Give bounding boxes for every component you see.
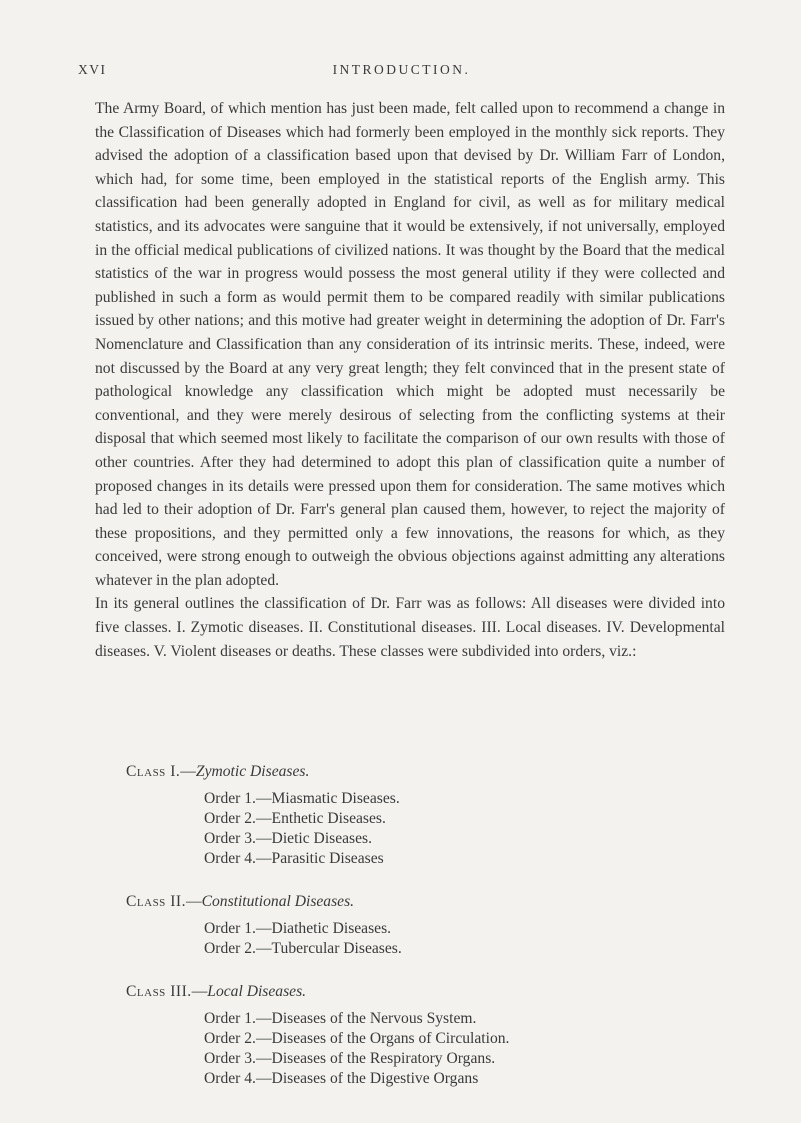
order-item: Order 2.—Diseases of the Organs of Circulation. [204, 1030, 510, 1047]
class-dash: — [191, 983, 208, 1000]
class-heading [126, 891, 726, 913]
order-item: Order 3.—Diseases of the Respiratory Organs. [204, 1050, 496, 1067]
class-block-1 [126, 761, 726, 869]
class-label: Class II. [126, 893, 186, 910]
paragraph-general-outlines: In its general outlines the classification of Dr. Farr was as follows: All diseases were divided into five classes. I. Zymotic diseases. II. Constitutional diseases. III. Local diseases. IV. Developmental diseases. V. Violent diseases or deaths. These classes were subdivided into orders, viz.: [95, 595, 725, 660]
class-label: Class I. [126, 763, 181, 780]
class-heading [126, 761, 726, 783]
body-text [95, 97, 725, 663]
order-item: Order 1.—Miasmatic Diseases. [204, 790, 400, 807]
order-item: Order 1.—Diathetic Diseases. [204, 920, 392, 937]
order-list [126, 789, 726, 869]
order-item: Order 2.—Enthetic Diseases. [204, 810, 386, 827]
order-item: Order 4.—Parasitic Diseases [204, 850, 384, 867]
class-dash: — [180, 763, 196, 780]
class-block-3 [126, 981, 726, 1089]
order-item: Order 4.—Diseases of the Digestive Organs [204, 1070, 479, 1087]
running-head [78, 62, 725, 84]
class-name: Constitutional Diseases. [201, 893, 355, 910]
running-title: INTRODUCTION. [332, 62, 471, 77]
order-item: Order 3.—Dietic Diseases. [204, 830, 373, 847]
order-list [126, 1009, 726, 1089]
page-number: XVI [78, 62, 107, 77]
class-dash: — [185, 893, 202, 910]
classification-list [126, 761, 726, 1111]
class-name: Zymotic Diseases. [195, 763, 310, 780]
class-label: Class III. [126, 983, 192, 1000]
order-item: Order 2.—Tubercular Diseases. [204, 940, 402, 957]
class-block-2 [126, 891, 726, 959]
order-list [126, 919, 726, 959]
class-name: Local Diseases. [207, 983, 307, 1000]
class-heading [126, 981, 726, 1003]
order-item: Order 1.—Diseases of the Nervous System. [204, 1010, 477, 1027]
paragraph-army-board: The Army Board, of which mention has just been made, felt called upon to recommend a change in the Classification of Diseases which had formerly been employed in the monthly sick reports. They advised the adoption of a classification based upon that devised by Dr. William Farr of London, which had, for some time, been employed in the statistical reports of the English army. This classification had been generally adopted in England for civil, as well as for military medical statistics, and its advocates were sanguine that it would be extensively, if not universally, employed in the official medical publications of civilized nations. It was thought by the Board that the medical statistics of the war in progress would possess the most general utility if they were collected and published in such a form as would permit them to be compared readily with similar publications issued by other nations; and this motive had greater weight in determining the adoption of Dr. Farr's Nomenclature and Classification than any consideration of its intrinsic merits. These, indeed, were not discussed by the Board at any very great length; they felt convinced that in the present state of pathological knowledge any classification which might be adopted must necessarily be conventional, and they were merely desirous of selecting from the conflicting systems at their disposal that which seemed most likely to facilitate the comparison of our own results with those of other countries. After they had determined to adopt this plan of classification quite a number of proposed changes in its details were pressed upon them for consideration. The same motives which had led to their adoption of Dr. Farr's general plan caused them, however, to reject the majority of these propositions, and they permitted only a few innovations, the reasons for which, as they conceived, were strong enough to outweigh the obvious objections against admitting any alterations whatever in the plan adopted. [95, 100, 725, 589]
